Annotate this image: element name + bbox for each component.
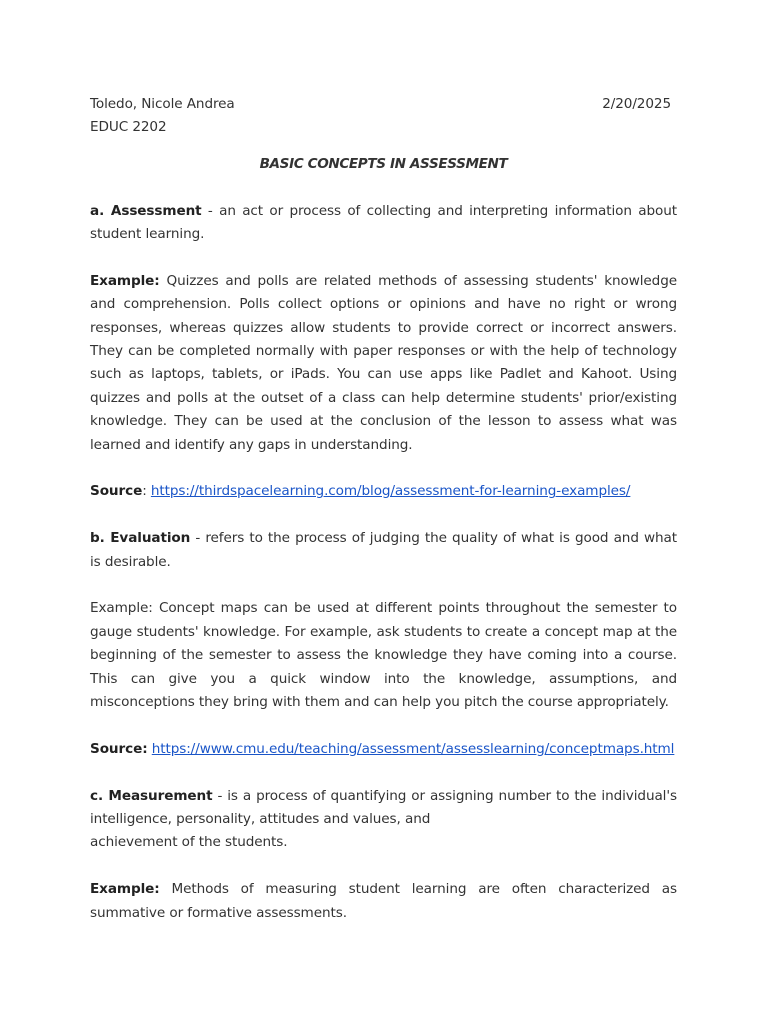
assessment-source [90,480,677,503]
measurement-example-text: Methods of measuring student learning are often characterized as summative or formative assessments. [90,881,677,921]
measurement-term: c. Measurement [90,787,213,804]
assessment-definition-text: - an act or process of collecting and interpreting information about student learning. [90,202,677,243]
document-title: BASIC CONCEPTS IN ASSESSMENT [259,155,508,172]
assessment-definition [90,200,677,247]
evaluation-source-label: Source: [90,740,148,757]
evaluation-definition-text: - refers to the process of judging the quality of what is good and what is desirable. [90,530,677,570]
assessment-term: a. Assessment [90,202,202,219]
course-code: EDUC 2202 [90,119,167,136]
evaluation-source-link[interactable]: https://www.cmu.edu/teaching/assessment/assesslearning/conceptmaps.html [151,740,675,757]
evaluation-source [90,738,677,761]
measurement-definition-continued: achievement of the students. [90,834,288,851]
student-name: Toledo, Nicole Andrea [90,96,235,112]
measurement-example [90,878,677,925]
measurement-example-label: Example: [90,881,160,898]
document-date: 2/20/2025 [602,96,671,112]
evaluation-definition [90,527,677,574]
evaluation-term: b. Evaluation [90,530,191,547]
measurement-definition-text: - is a process of quantifying or assigning number to the individual's intelligence, personality, attitudes and values, and [90,787,677,828]
assessment-example [90,270,677,457]
assessment-source-sep: : [142,483,151,500]
evaluation-example-text: Example: Concept maps can be used at different points throughout the semester to gauge students' knowledge. For example, ask students to create a concept map at the beginning of the semester to assess the knowledge they have coming into a course. This can give you a quick window into the knowledge, assumptions, and misconceptions they bring with them and can help you pitch the course appropriately. [90,600,677,711]
assessment-source-label: Source [90,483,143,500]
assessment-source-link[interactable]: https://thirdspacelearning.com/blog/assessment-for-learning-examples/ [150,483,631,500]
evaluation-example [90,597,677,714]
header-row [90,93,677,116]
assessment-example-label: Example: [90,272,160,289]
assessment-example-text: Quizzes and polls are related methods of assessing students' knowledge and comprehension. Polls collect options or opinions and have no right or wrong responses, whereas quizzes allow students to provide correct or incorrect answers. They can be completed normally with paper responses or with the help of technology such as laptops, tablets, or iPads. You can use apps like Padlet and Kahoot. Using quizzes and polls at the outset of a class can help determine students' prior/existing knowledge. They can be used at the conclusion of the lesson to assess what was learned and identify any gaps in understanding. [90,272,677,453]
measurement-definition [90,785,677,832]
